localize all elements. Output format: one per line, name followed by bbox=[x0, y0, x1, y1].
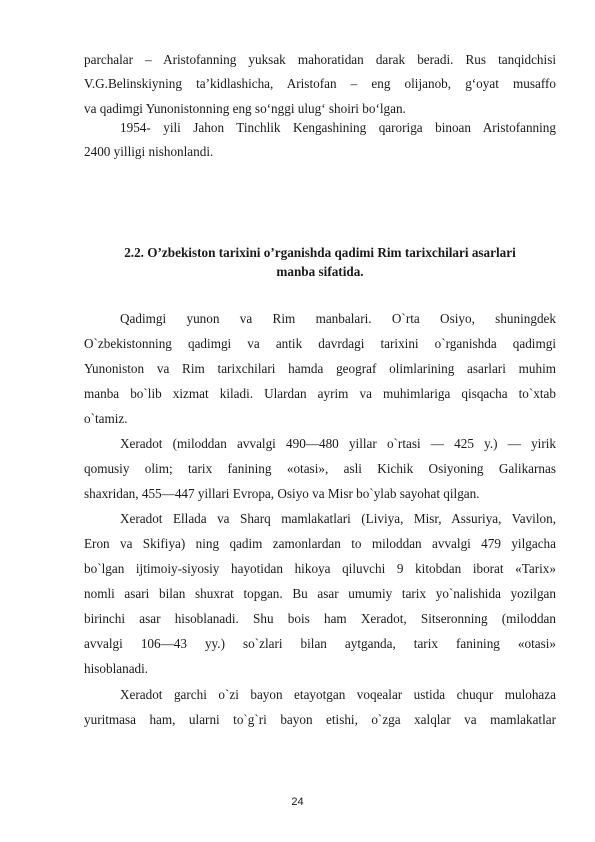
page-number: 24 bbox=[291, 796, 304, 808]
text-line: o`tamiz. bbox=[84, 411, 128, 426]
text-line: nomli asari bilan shuxrat topgan. Bu asar umumiy tarix yo`nalishida yozilgan bbox=[84, 586, 556, 601]
text-line: 1954- yili Jahon Tinchlik Kengashining qaroriga binoan Aristofanning bbox=[120, 120, 556, 135]
section-heading-line: 2.2. O’zbekiston tarixini o’rganishda qadimi Rim tarixchilari asarlari bbox=[124, 245, 516, 260]
text-line: yuritmasa ham, ularni to`g`ri bayon etishi, o`zga xalqlar va mamlakatlar bbox=[84, 712, 556, 727]
section-heading-line: manba sifatida. bbox=[276, 264, 364, 279]
text-line: bo`lgan ijtimoiy-siyosiy hayotidan hikoya qiluvchi 9 kitobdan iborat «Tarix» bbox=[84, 561, 556, 576]
text-line: hisoblanadi. bbox=[84, 661, 149, 676]
text-line: qomusiy olim; tarix fanining «otasi», asli Kichik Osiyoning Galikarnas bbox=[84, 461, 556, 476]
text-line: Xeradot Ellada va Sharq mamlakatlari (Liviya, Misr, Assuriya, Vavilon, bbox=[120, 511, 556, 526]
text-line: va qadimgi Yunonistonning eng so‘nggi ulug‘ shoiri bo‘lgan. bbox=[84, 101, 406, 116]
text-line: Xeradot (miloddan avvalgi 490—480 yillar o`rtasi — 425 y.) — yirik bbox=[120, 436, 556, 451]
text-line: Xeradot garchi o`zi bayon etayotgan voqealar ustida chuqur mulohaza bbox=[120, 687, 556, 702]
text-line: parchalar – Aristofanning yuksak mahoratidan darak beradi. Rus tanqidchisi bbox=[84, 52, 556, 67]
text-line: O`zbekistonning qadimgi va antik davrdagi tarixini o`rganishda qadimgi bbox=[84, 336, 556, 351]
text-line: Yunoniston va Rim tarixchilari hamda geograf olimlarining asarlari muhim bbox=[84, 361, 556, 376]
text-line: Eron va Skifiya) ning qadim zamonlardan to miloddan avvalgi 479 yilgacha bbox=[84, 536, 556, 551]
text-line: Qadimgi yunon va Rim manbalari. O`rta Osiyo, shuningdek bbox=[120, 311, 556, 326]
text-line: avvalgi 106—43 yy.) so`zlari bilan aytganda, tarix fanining «otasi» bbox=[84, 636, 556, 651]
text-line: birinchi asar hisoblanadi. Shu bois ham Xeradot, Sitseronning (miloddan bbox=[84, 611, 556, 626]
text-line: shaxridan, 455—447 yillari Evropa, Osiyo va Misr bo`ylab sayohat qilgan. bbox=[84, 486, 480, 501]
text-line: 2400 yilligi nishonlandi. bbox=[84, 144, 214, 159]
text-line: V.G.Belinskiyning ta’kidlashicha, Aristofan – eng olijanob, g‘oyat musaffo bbox=[84, 76, 556, 91]
section-heading bbox=[84, 243, 556, 281]
text-line: manba bo`lib xizmat kiladi. Ulardan ayrim va muhimlariga qisqacha to`xtab bbox=[84, 386, 556, 401]
